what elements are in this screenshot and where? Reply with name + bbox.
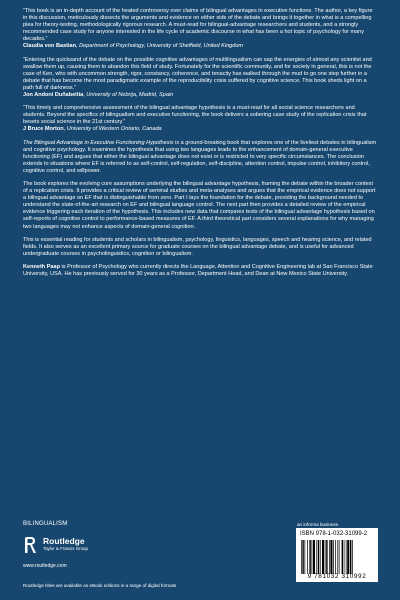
cover-text [23,8,378,278]
routledge-logo-icon [23,536,39,554]
book-title: The Bilingual Advantage in Executive Functioning Hypothesis [23,139,174,146]
endorser-affiliation: Department of Psychology, University of Sheffield, United Kingdom [79,43,244,50]
endorsement-3 [23,105,378,133]
endorsement-attribution: Jon Andoni Duñabeitia, University of Nebrija, Madrid, Spain [23,92,174,99]
endorsement-text: “This timely and comprehensive assessment of the bilingual advantage hypothesis is a must-read for all social science researchers and students. Beyond the specifics of bilingualism and executive functioning, the book delivers a sobering case study of the replication crisis that besets social science in the 21st century.” [23,105,367,126]
endorsement-text: “Entering the quicksand of the debate on the possible cognitive advantages of multilingualism can sap the energies of almost any scientist and swallow them up, causing them to abandon this field of study. Fortunately for the scientific community, and for society in general, this is not the case of Ken, who with uncommon strength, rigor, constancy, coherence, and tenacity has walked through the mud to go one step further in a debate that has become the most paradigmatic example of the reproducibility crisis suffered by cognitive science. This book sheds light on a path full of darkness.” [23,56,372,91]
barcode-digits: 9 781032 310992 [307,573,367,580]
description-p1-text: is a ground-breaking book that explores one of the liveliest debates in bilingualism and cognitive psychology. It examines the hypothesis that using two languages leads to the enhancement of domain-general executive functioning (EF) and argues that either the bilingual advantage does not exist or is restricted to very specific circumstances. The conclusion extends to situations where EF is referred to as self-control, self-regulation, self-discipline, attention control, impulse control, inhibitory control, cognitive control, and willpower. [23,139,377,174]
description-paragraph-2: The book explores the evolving core assumptions underlying the bilingual advantage hypothesis, framing the debate within the broader context of a replication crisis. It provides a critical review of seminal studies and meta-analyses and argues that the empirical evidence does not support a bilingual advantage on EF that is distinguishable from zero. Part I lays the foundation for the debate, providing the background needed to understand the state-of-the-art research on EF and bilingual language control. The next part then provides a detailed review of the empirical evidence triggering each iteration of the hypothesis. This includes new data that compares tests of the bilingual advantage hypothesis based on self-reports of cognitive control to performance-based measures of EF. A third theoretical part considers several explanations for why managing two languages may not enhance aspects of domain-general cognition. [23,180,376,230]
author-name: Kenneth Paap [23,263,60,270]
endorsement-attribution: Claudia von Bastian, Department of Psychology, University of Sheffield, United Kingdom [23,43,244,50]
barcode-icon [300,540,374,574]
publisher-url[interactable]: www.routledge.com [23,563,67,569]
publisher-name: Routledge [43,536,85,546]
endorser-name: Claudia von Bastian [23,43,77,50]
description-paragraph-3: This is essential reading for students and scholars in bilingualism, psychology, linguistics, languages, speech and hearing science, and related fields. It also serves as an excellent primary source for graduate courses on the bilingual advantage debate, and is useful for advanced undergraduate courses in psycholinguistics, cognition or bilingualism. [23,236,372,257]
author-bio-text: is Professor of Psychology who currently directs the Language, Attention and Cognitive Engineering lab at San Francisco State University, USA. He has previously served for 30 years as a Professor, Department Head, and Dean at New Mexico State University. [23,263,373,277]
isbn-label: ISBN 978-1-032-31099-2 [300,531,368,537]
endorser-affiliation: University of Nebrija, Madrid, Spain [86,92,174,99]
publisher-group: Taylor & Francis Group [43,546,88,551]
endorsement-attribution: J Bruce Morton, University of Western Ontario, Canada [23,126,162,133]
subject-category: BILINGUALISM [23,521,68,527]
publisher-logo [23,536,103,562]
ebook-note: Routledge titles are available as eBook editions in a range of digital formats [23,583,177,588]
endorsement-1 [23,8,378,51]
barcode-block [296,528,378,582]
endorsement-2 [23,57,378,100]
author-bio [23,264,378,278]
informa-tagline: an informa business [297,522,339,527]
description-paragraph-1 [23,140,378,175]
endorser-name: J Bruce Morton [23,126,64,133]
endorser-name: Jon Andoni Duñabeitia [23,92,84,99]
endorsement-text: “This book is an in-depth account of the heated controversy over claims of bilingual advantages in executive functions. The author, a key figure in this discussion, meticulously dissects the arguments and evidence on either side of the debate and brings it together in what is a compelling plea for theory-testing, methodologically rigorous research. A must-read for bilingual-advantage researchers and students, and a strongly recommended case study for anyone interested in the life cycle of academic discourse in what has been a hot topic of psychology for many decades.” [23,8,373,43]
endorser-affiliation: University of Western Ontario, Canada [66,126,162,133]
